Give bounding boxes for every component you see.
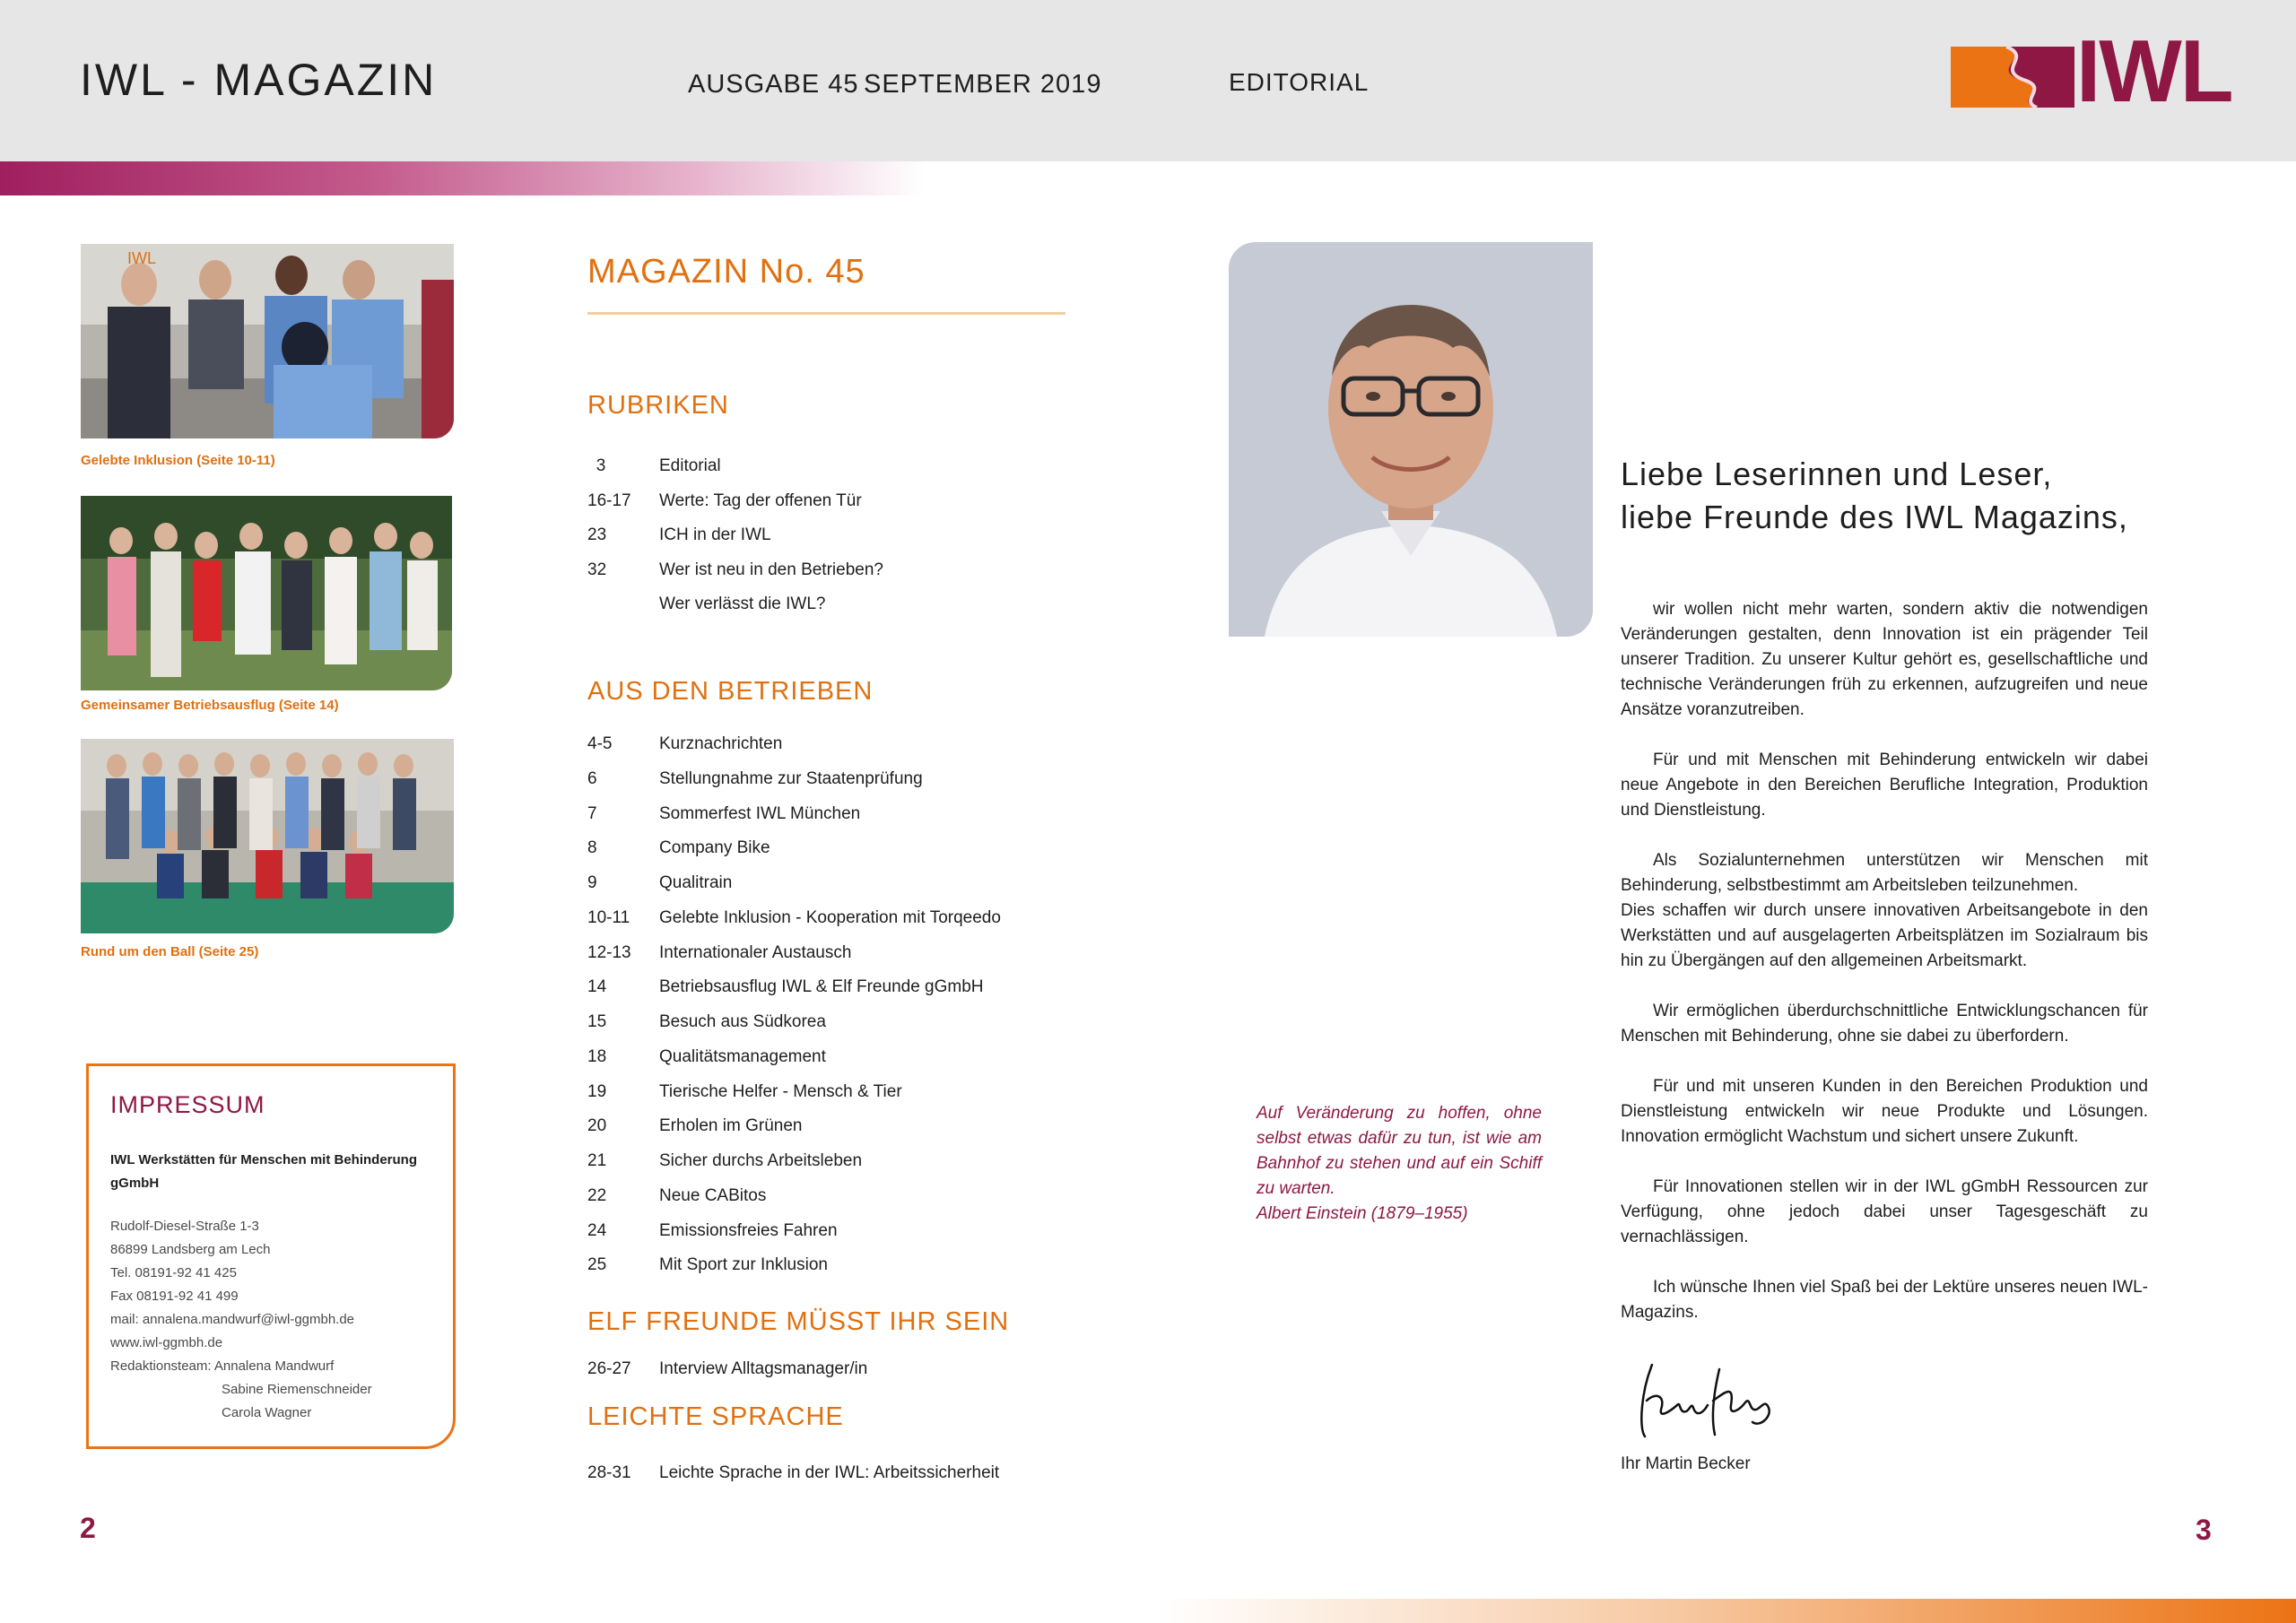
toc-item[interactable]: 10-11 Gelebte Inklusion - Kooperation mit Torqeedo xyxy=(587,908,1001,927)
letter-paragraph: Dies schaffen wir durch unsere innovativen Arbeitsangebote in den Werkstätten und auf ausgelagerten Arbeitsplätzen im Sozialraum bis hin zu Übergängen auf den allgemeinen Arbeitsmarkt. xyxy=(1621,901,2148,970)
toc-item[interactable]: 21 Sicher durchs Arbeitsleben xyxy=(587,1151,863,1170)
toc-heading: LEICHTE SPRACHE xyxy=(587,1402,844,1431)
toc-item[interactable]: Wer verlässt die IWL? xyxy=(659,595,826,613)
einstein-quote xyxy=(1257,1101,1542,1227)
photo-rund-um-den-ball xyxy=(81,739,454,933)
editorial-text xyxy=(1621,597,2148,1350)
toc-item[interactable]: 28-31 Leichte Sprache in der IWL: Arbeitssicherheit xyxy=(587,1463,1000,1482)
toc-heading: RUBRIKEN xyxy=(587,391,729,420)
page-number-right: 3 xyxy=(2196,1514,2212,1546)
toc-item[interactable]: 22 Neue CABitos xyxy=(587,1186,767,1205)
impressum-mail[interactable]: mail: annalena.mandwurf@iwl-ggmbh.de xyxy=(110,1312,355,1327)
letter-paragraph: Ich wünsche Ihnen viel Spaß bei der Lektüre unseres neuen IWL-Magazins. xyxy=(1621,1278,2148,1322)
letter-paragraph: Für und mit Menschen mit Behinderung entwickeln wir dabei neue Angebote in den Bereichen Berufliche Integration, Produktion und Dienstleistung. xyxy=(1621,751,2148,820)
impressum-title: IMPRESSUM xyxy=(110,1091,265,1118)
toc-item[interactable]: 26-27 Interview Alltagsmanager/in xyxy=(587,1359,868,1378)
impressum-fax: Fax 08191-92 41 499 xyxy=(110,1289,239,1304)
photo-caption: Rund um den Ball (Seite 25) xyxy=(81,944,259,959)
photo-overlay-logo: IWL xyxy=(127,249,157,267)
impressum-box xyxy=(86,1063,456,1449)
logo-mark-icon xyxy=(1951,47,2074,108)
letter-paragraph: Als Sozialunternehmen unterstützen wir Menschen mit Behinderung, selbstbestimmt am Arbeitsleben teilzunehmen. xyxy=(1621,851,2148,895)
toc-item[interactable]: 16-17 Werte: Tag der offenen Tür xyxy=(587,491,862,510)
impressum-phone: Tel. 08191-92 41 425 xyxy=(110,1265,237,1280)
toc-item[interactable]: 8 Company Bike xyxy=(587,838,770,857)
toc-item[interactable]: 12-13 Internationaler Austausch xyxy=(587,943,852,962)
toc-item[interactable]: 18 Qualitätsmanagement xyxy=(587,1047,826,1066)
impressum-team: Redaktionsteam: Annalena Mandwurf xyxy=(110,1358,335,1374)
toc-item[interactable]: 25 Mit Sport zur Inklusion xyxy=(587,1255,828,1274)
quote-text: Auf Veränderung zu hoffen, ohne selbst etwas dafür zu tun, ist wie am Bahnhof zu stehen und auf ein Schiff zu warten. xyxy=(1257,1104,1542,1198)
toc-item[interactable]: 4-5 Kurznachrichten xyxy=(587,734,783,753)
toc-item[interactable]: 7 Sommerfest IWL München xyxy=(587,804,861,823)
signature-name: Ihr Martin Becker xyxy=(1621,1454,1751,1473)
letter-paragraph: Für Innovationen stellen wir in der IWL gGmbH Ressourcen zur Verfügung, ohne jedoch dabei unser Tagesgeschäft zu vernachlässigen. xyxy=(1621,1177,2148,1246)
toc-item[interactable]: 9 Qualitrain xyxy=(587,873,733,892)
toc-item[interactable]: 32 Wer ist neu in den Betrieben? xyxy=(587,560,883,579)
page-header xyxy=(0,0,2296,161)
iwl-logo xyxy=(1951,22,2232,120)
issue-number: AUSGABE 45 xyxy=(688,70,859,99)
header-accent-bar xyxy=(0,161,924,195)
page-number-left: 2 xyxy=(80,1512,96,1544)
portrait-photo xyxy=(1229,242,1593,637)
toc-title: MAGAZIN No. 45 xyxy=(587,253,865,291)
toc-item[interactable]: 3 Editorial xyxy=(596,456,721,475)
toc-item[interactable]: 20 Erholen im Grünen xyxy=(587,1116,803,1135)
impressum-website[interactable]: www.iwl-ggmbh.de xyxy=(110,1335,223,1350)
salutation-line: liebe Freunde des IWL Magazins, xyxy=(1621,499,2128,535)
impressum-city: 86899 Landsberg am Lech xyxy=(110,1242,271,1257)
toc-heading: AUS DEN BETRIEBEN xyxy=(587,677,874,706)
impressum-company: IWL Werkstätten für Menschen mit Behinderung gGmbH xyxy=(110,1152,417,1191)
quote-author: Albert Einstein (1879–1955) xyxy=(1257,1204,1468,1223)
toc-item[interactable]: 15 Besuch aus Südkorea xyxy=(587,1012,826,1031)
letter-paragraph: Für und mit unseren Kunden in den Bereichen Produktion und Dienstleistung entwickeln wir neue Produkte und Lösungen. Innovation ermöglicht Wachstum und sichert unsere Zukunft. xyxy=(1621,1077,2148,1146)
photo-caption: Gemeinsamer Betriebsausflug (Seite 14) xyxy=(81,698,339,713)
editorial-salutation xyxy=(1621,453,2128,539)
magazine-title: IWL - MAGAZIN xyxy=(80,55,438,105)
logo-text: IWL xyxy=(2076,22,2232,120)
photo-caption: Gelebte Inklusion (Seite 10-11) xyxy=(81,453,275,468)
footer-accent-bar xyxy=(1157,1599,2296,1623)
toc-divider xyxy=(587,312,1065,315)
toc-item[interactable]: 19 Tierische Helfer - Mensch & Tier xyxy=(587,1082,902,1101)
impressum-team-member: Carola Wagner xyxy=(222,1405,312,1420)
photo-betriebsausflug xyxy=(81,496,452,690)
handwritten-signature-icon xyxy=(1634,1356,1787,1450)
section-label: EDITORIAL xyxy=(1229,68,1370,96)
letter-paragraph: wir wollen nicht mehr warten, sondern aktiv die notwendigen Veränderungen gestalten, denn Innovation ist ein prägender Teil unserer Tradition. Zu unserer Kultur gehört es, gesellschaftliche und technische Veränderungen früh zu erkennen, aufzugreifen und neue Ansätze voranzutreiben. xyxy=(1621,600,2148,719)
impressum-team-member: Sabine Riemenschneider xyxy=(222,1382,372,1397)
photo-gelebte-inklusion xyxy=(81,244,454,438)
impressum-address: Rudolf-Diesel-Straße 1-3 xyxy=(110,1219,259,1234)
toc-heading: ELF FREUNDE MÜSST IHR SEIN xyxy=(587,1307,1010,1336)
toc-item[interactable]: 24 Emissionsfreies Fahren xyxy=(587,1221,838,1240)
impressum-details xyxy=(110,1215,372,1425)
salutation-line: Liebe Leserinnen und Leser, xyxy=(1621,456,2053,492)
toc-item[interactable]: 14 Betriebsausflug IWL & Elf Freunde gGmbH xyxy=(587,977,984,996)
letter-paragraph: Wir ermöglichen überdurchschnittliche Entwicklungschancen für Menschen mit Behinderung, ohne sie dabei zu überfordern. xyxy=(1621,1002,2148,1046)
issue-date: SEPTEMBER 2019 xyxy=(864,70,1102,99)
toc-item[interactable]: 23 ICH in der IWL xyxy=(587,525,771,544)
toc-item[interactable]: 6 Stellungnahme zur Staatenprüfung xyxy=(587,769,923,788)
